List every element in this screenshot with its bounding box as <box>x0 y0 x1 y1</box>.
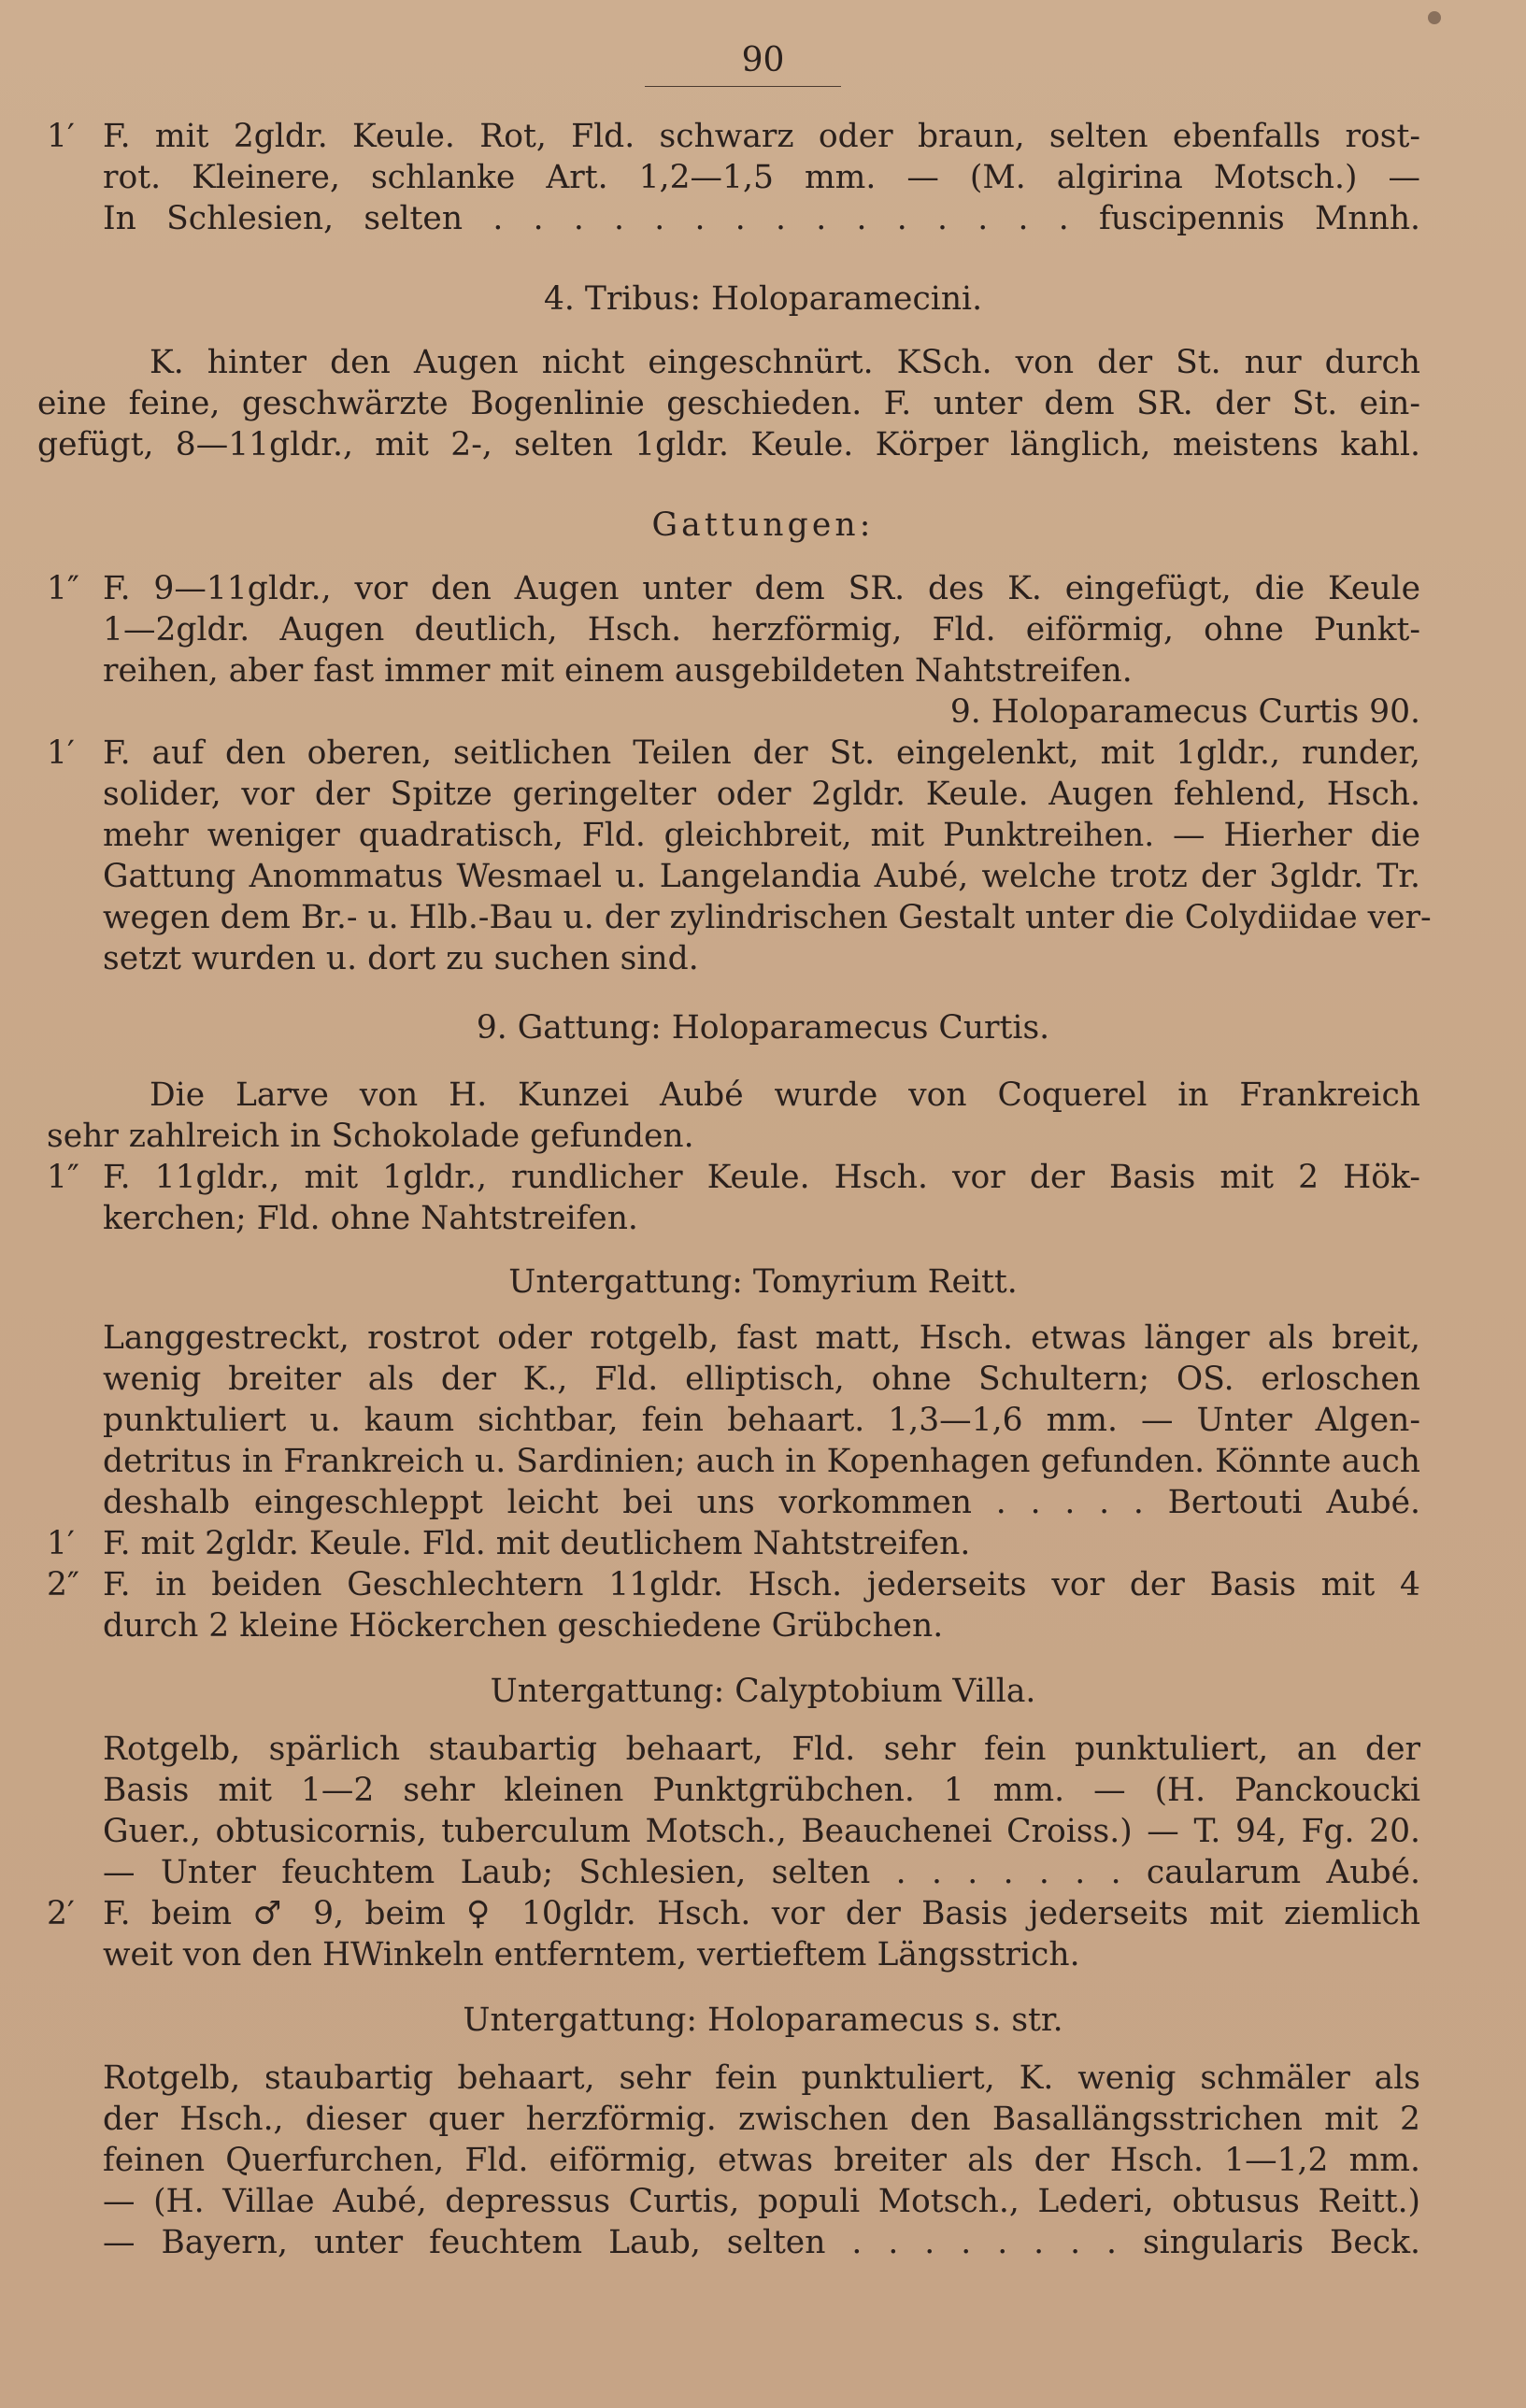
text-line: — Unter feuchtem Laub; Schlesien, selten . . . . . . . caularum Aubé. <box>103 1854 1420 1891</box>
text-line: 9. Holoparamecus Curtis 90. <box>949 693 1420 731</box>
key-marker: 2″ <box>47 1566 79 1603</box>
text-line: Langgestreckt, rostrot oder rotgelb, fast matt, Hsch. etwas länger als breit, <box>103 1319 1420 1357</box>
text-line: reihen, aber fast immer mit einem ausgebildeten Nahtstreifen. <box>103 652 1133 690</box>
text-line: gefügt, 8—11gldr., mit 2-, selten 1gldr. Keule. Körper länglich, meistens kahl. <box>37 426 1420 463</box>
text-line: wegen dem Br.- u. Hlb.-Bau u. der zylindrischen Gestalt unter die Colydiidae ver- <box>103 899 1432 936</box>
text-line: 9. Gattung: Holoparamecus Curtis. <box>476 1009 1050 1047</box>
text-line: wenig breiter als der K., Fld. elliptisch, ohne Schultern; OS. erloschen <box>103 1361 1420 1398</box>
text-line: eine feine, geschwärzte Bogenlinie geschieden. F. unter dem SR. der St. ein- <box>37 385 1420 422</box>
text-line: Untergattung: Calyptobium Villa. <box>490 1673 1036 1710</box>
key-marker: 1′ <box>47 1525 75 1562</box>
text-line: 1—2gldr. Augen deutlich, Hsch. herzförmig, Fld. eiförmig, ohne Punkt- <box>103 611 1420 648</box>
text-line: Untergattung: Tomyrium Reitt. <box>508 1263 1018 1301</box>
text-line: weit von den HWinkeln entferntem, vertieftem Längsstrich. <box>103 1936 1080 1973</box>
text-line: der Hsch., dieser quer herzförmig. zwischen den Basallängsstrichen mit 2 <box>103 2101 1420 2138</box>
text-line: detritus in Frankreich u. Sardinien; auch in Kopenhagen gefunden. Könnte auch <box>103 1443 1420 1480</box>
text-line: F. mit 2gldr. Keule. Rot, Fld. schwarz oder braun, selten ebenfalls rost- <box>103 118 1420 155</box>
ink-spot <box>1428 11 1441 24</box>
text-line: mehr weniger quadratisch, Fld. gleichbreit, mit Punktreihen. — Hierher die <box>103 817 1420 854</box>
text-line: — Bayern, unter feuchtem Laub, selten . . . . . . . . singularis Beck. <box>103 2224 1420 2261</box>
text-line: F. in beiden Geschlechtern 11gldr. Hsch. jederseits vor der Basis mit 4 <box>103 1566 1420 1603</box>
text-line: F. auf den oberen, seitlichen Teilen der St. eingelenkt, mit 1gldr., runder, <box>103 734 1420 772</box>
text-line: Gattung Anommatus Wesmael u. Langelandia Aubé, welche trotz der 3gldr. Tr. <box>103 858 1420 895</box>
text-line: — (H. Villae Aubé, depressus Curtis, populi Motsch., Lederi, obtusus Reitt.) <box>103 2183 1420 2220</box>
text-line: F. beim ♂ 9, beim ♀ 10gldr. Hsch. vor der Basis jederseits mit ziemlich <box>103 1895 1420 1932</box>
text-line: setzt wurden u. dort zu suchen sind. <box>103 940 699 977</box>
text-line: Gattungen: <box>651 506 875 544</box>
key-marker: 1′ <box>47 118 75 155</box>
text-line: In Schlesien, selten . . . . . . . . . . . . . . . fuscipennis Mnnh. <box>103 200 1420 237</box>
key-marker: 1″ <box>47 1159 79 1196</box>
key-marker: 1′ <box>47 734 75 772</box>
text-line: feinen Querfurchen, Fld. eiförmig, etwas breiter als der Hsch. 1—1,2 mm. <box>103 2142 1420 2179</box>
text-line: Rotgelb, spärlich staubartig behaart, Fld. sehr fein punktuliert, an der <box>103 1731 1420 1768</box>
text-line: F. 9—11gldr., vor den Augen unter dem SR. des K. eingefügt, die Keule <box>103 570 1420 607</box>
text-line: 4. Tribus: Holoparamecini. <box>543 280 983 318</box>
text-line: punktuliert u. kaum sichtbar, fein behaart. 1,3—1,6 mm. — Unter Algen- <box>103 1402 1420 1439</box>
page-number: 90 <box>741 41 785 79</box>
text-line: rot. Kleinere, schlanke Art. 1,2—1,5 mm. — (M. algirina Motsch.) — <box>103 159 1420 196</box>
text-line: Rotgelb, staubartig behaart, sehr fein punktuliert, K. wenig schmäler als <box>103 2059 1420 2097</box>
page-number-rule <box>645 86 841 87</box>
text-line: sehr zahlreich in Schokolade gefunden. <box>47 1118 694 1155</box>
text-line: durch 2 kleine Höckerchen geschiedene Grübchen. <box>103 1607 944 1645</box>
text-line: F. 11gldr., mit 1gldr., rundlicher Keule. Hsch. vor der Basis mit 2 Hök- <box>103 1159 1420 1196</box>
text-line: K. hinter den Augen nicht eingeschnürt. KSch. von der St. nur durch <box>150 344 1420 381</box>
text-line: F. mit 2gldr. Keule. Fld. mit deutlichem Nahtstreifen. <box>103 1525 971 1562</box>
text-line: solider, vor der Spitze geringelter oder 2gldr. Keule. Augen fehlend, Hsch. <box>103 776 1420 813</box>
text-line: deshalb eingeschleppt leicht bei uns vorkommen . . . . . Bertouti Aubé. <box>103 1484 1420 1521</box>
text-line: Guer., obtusicornis, tuberculum Motsch., Beauchenei Croiss.) — T. 94, Fg. 20. <box>103 1813 1420 1850</box>
key-marker: 1″ <box>47 570 79 607</box>
text-line: Die Larve von H. Kunzei Aubé wurde von Coquerel in Frankreich <box>150 1076 1420 1114</box>
text-line: kerchen; Fld. ohne Nahtstreifen. <box>103 1200 638 1237</box>
text-line: Basis mit 1—2 sehr kleinen Punktgrübchen. 1 mm. — (H. Panckoucki <box>103 1772 1420 1809</box>
key-marker: 2′ <box>47 1895 75 1932</box>
text-line: Untergattung: Holoparamecus s. str. <box>463 2002 1063 2039</box>
